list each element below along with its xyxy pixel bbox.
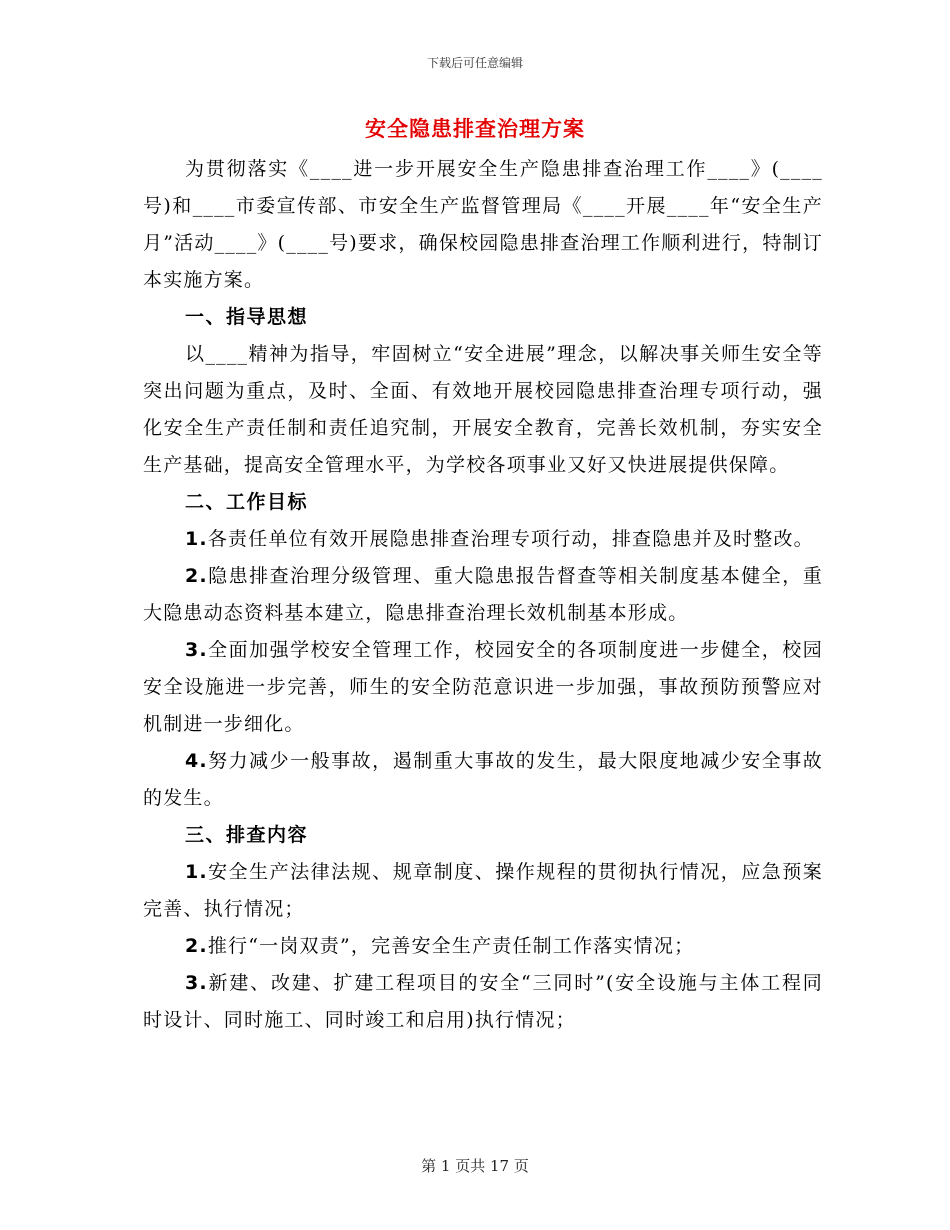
inspection-item (143, 928, 823, 965)
goal-item-number: 4. (185, 750, 208, 772)
document-title: 安全隐患排查治理方案 (365, 116, 585, 141)
intro-paragraph: 为贯彻落实《____进一步开展安全生产隐患排查治理工作____》(____号)和____市委宣传部、市安全生产监督管理局《____开展____年“安全生产月”活动____》(____号)要求，确保校园隐患排查治理工作顺利进行，特制订本实施方案。 (143, 158, 823, 291)
goal-item (143, 521, 823, 558)
inspection-item-number: 2. (185, 935, 208, 957)
inspection-item (143, 965, 823, 1039)
section-heading-guiding-thought: 一、指导思想 (185, 306, 309, 328)
goal-item-text: 全面加强学校安全管理工作，校园安全的各项制度进一步健全，校园安全设施进一步完善，师生的安全防范意识进一步加强，事故预防预警应对机制进一步细化。 (143, 639, 823, 735)
goal-item (143, 743, 823, 817)
inspection-item-number: 1. (185, 861, 208, 883)
goal-item-number: 1. (185, 528, 208, 550)
guiding-thought-paragraph: 以____精神为指导，牢固树立“安全进展”理念，以解决事关师生安全等突出问题为重点，及时、全面、有效地开展校园隐患排查治理专项行动，强化安全生产责任制和责任追究制，开展安全教育，完善长效机制，夯实安全生产基础，提高安全管理水平，为学校各项事业又好又快进展提供保障。 (143, 343, 823, 476)
goal-item-text: 各责任单位有效开展隐患排查治理专项行动，排查隐患并及时整改。 (207, 528, 814, 550)
section-heading-work-goals: 二、工作目标 (185, 491, 309, 513)
document-body (143, 151, 823, 1039)
inspection-item-text: 新建、改建、扩建工程项目的安全“三同时”(安全设施与主体工程同时设计、同时施工、同时竣工和启用)执行情况； (143, 972, 823, 1031)
goal-item (143, 558, 823, 632)
inspection-item-text: 安全生产法律法规、规章制度、操作规程的贯彻执行情况，应急预案完善、执行情况； (143, 861, 823, 920)
page-number-footer: 第 1 页共 17 页 (421, 1157, 529, 1175)
goal-item (143, 632, 823, 743)
page-header-note: 下载后可任意编辑 (426, 56, 523, 70)
inspection-item-number: 3. (185, 972, 208, 994)
section-heading-inspection-content: 三、排查内容 (185, 824, 309, 846)
inspection-item (143, 854, 823, 928)
goal-item-number: 2. (185, 565, 208, 587)
inspection-item-text: 推行“一岗双责”，完善安全生产责任制工作落实情况； (207, 935, 695, 957)
goal-item-number: 3. (185, 639, 208, 661)
goal-item-text: 隐患排查治理分级管理、重大隐患报告督查等相关制度基本健全，重大隐患动态资料基本建立，隐患排查治理长效机制基本形成。 (143, 565, 823, 624)
goal-item-text: 努力减少一般事故，遏制重大事故的发生，最大限度地减少安全事故的发生。 (143, 750, 823, 809)
